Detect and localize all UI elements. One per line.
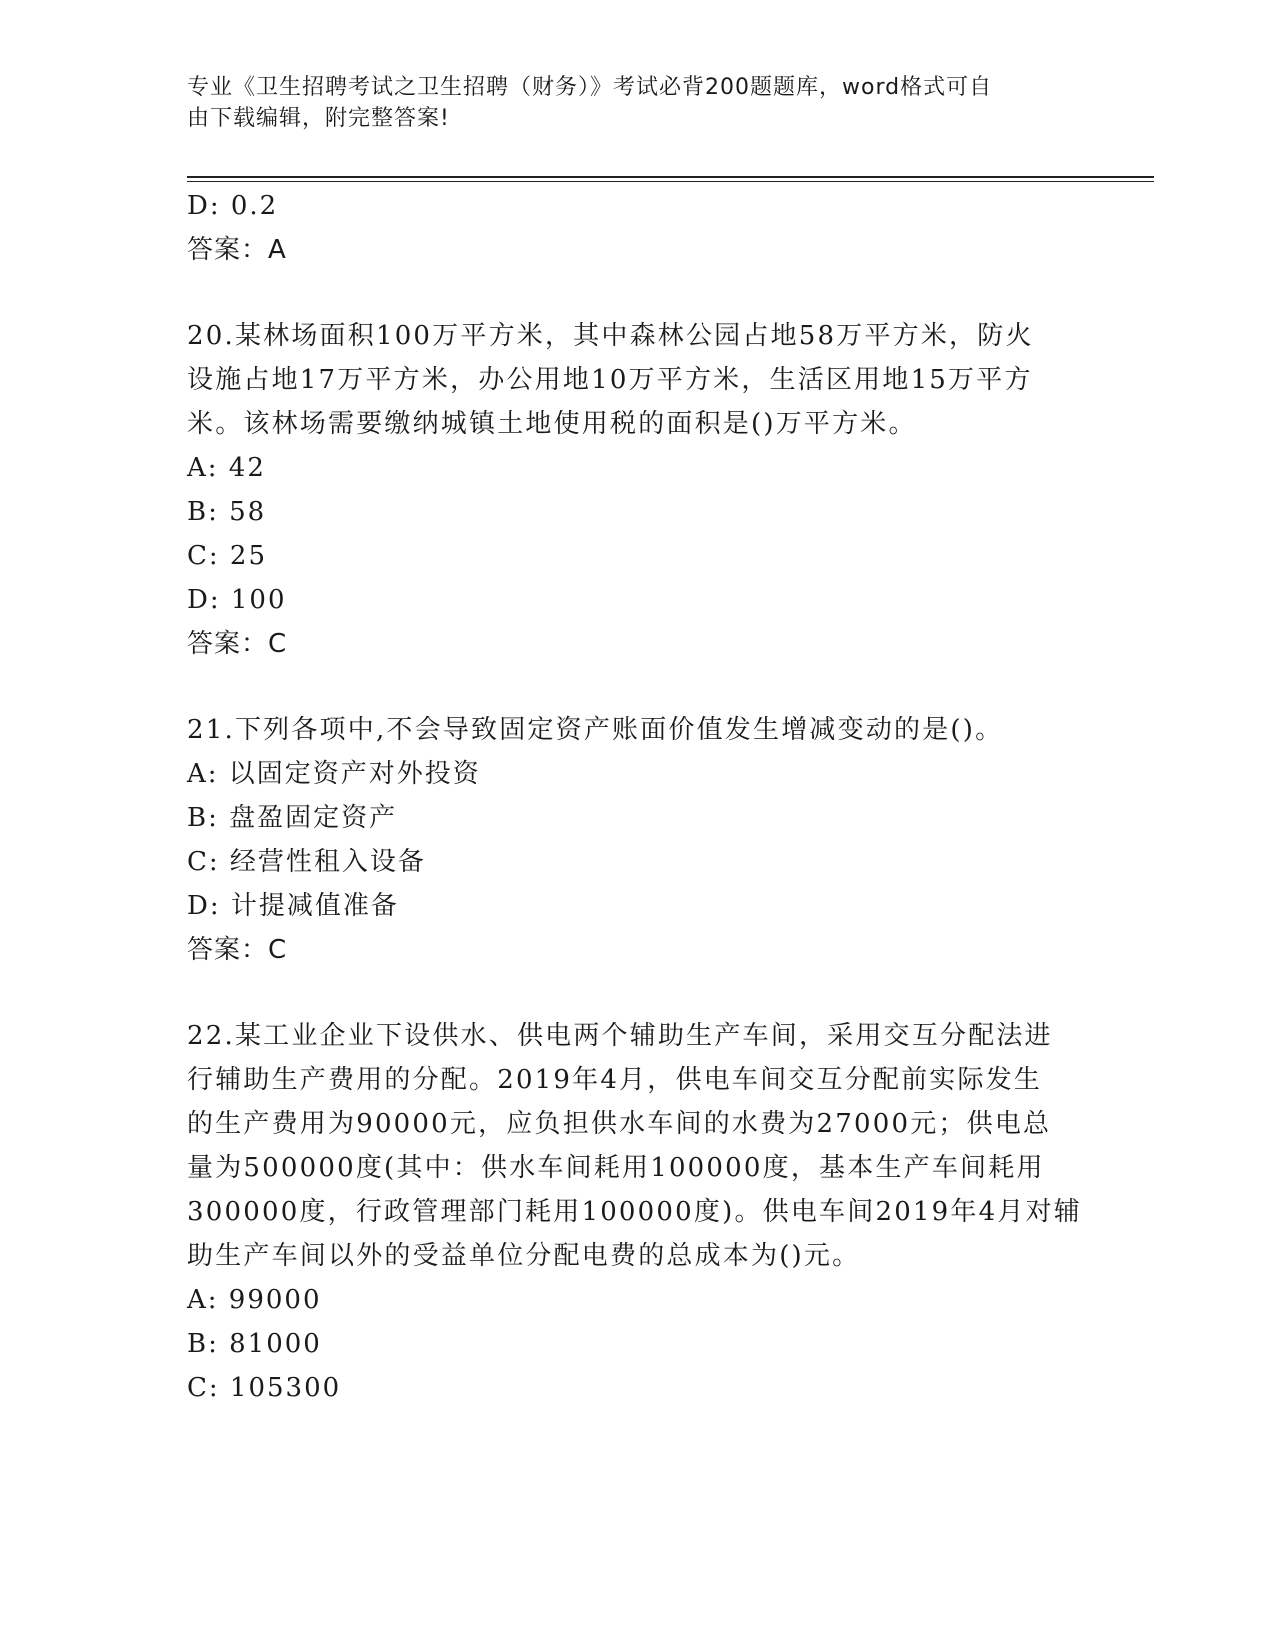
header-line-2: 由下载编辑，附完整答案! xyxy=(187,106,450,131)
q22-stem-line-5: 300000度，行政管理部门耗用100000度)。供电车间2019年4月对辅 xyxy=(187,1197,1082,1227)
header-line-1: 专业《卫生招聘考试之卫生招聘（财务）》考试必背200题题库，word格式可自 xyxy=(187,75,993,100)
header-rule-thin xyxy=(187,181,1154,182)
q22-stem-line-4: 量为500000度(其中：供水车间耗用100000度，基本生产车间耗用 xyxy=(187,1153,1045,1183)
q22-stem-line-1: 22.某工业企业下设供水、供电两个辅助生产车间，采用交互分配法进 xyxy=(187,1021,1053,1051)
q20-option-a: A: 42 xyxy=(187,453,266,483)
q22-stem-line-3: 的生产费用为90000元，应负担供水车间的水费为27000元；供电总 xyxy=(187,1109,1052,1139)
q22-stem-line-2: 行辅助生产费用的分配。2019年4月，供电车间交互分配前实际发生 xyxy=(187,1065,1043,1095)
q21-option-a: A: 以固定资产对外投资 xyxy=(187,759,481,789)
q21-option-d: D: 计提减值准备 xyxy=(187,891,399,921)
q20-option-c: C: 25 xyxy=(187,541,268,571)
q21-option-b: B: 盘盈固定资产 xyxy=(187,803,398,833)
header-rule-thick xyxy=(187,176,1154,178)
document-header xyxy=(187,72,1067,134)
q21-option-c: C: 经营性租入设备 xyxy=(187,847,426,877)
q20-option-b: B: 58 xyxy=(187,497,267,527)
prev-option-d: D: 0.2 xyxy=(187,191,279,221)
q21-answer: 答案：C xyxy=(187,935,288,965)
q22-stem-line-6: 助生产车间以外的受益单位分配电费的总成本为()元。 xyxy=(187,1241,861,1271)
q20-option-d: D: 100 xyxy=(187,585,287,615)
q21-stem-line-1: 21.下列各项中,不会导致固定资产账面价值发生增减变动的是()。 xyxy=(187,715,1004,745)
q22-option-b: B: 81000 xyxy=(187,1329,322,1359)
q20-stem-line-3: 米。该林场需要缴纳城镇土地使用税的面积是()万平方米。 xyxy=(187,409,917,439)
q20-stem-line-2: 设施占地17万平方米，办公用地10万平方米，生活区用地15万平方 xyxy=(187,365,1033,395)
q22-option-c: C: 105300 xyxy=(187,1373,342,1403)
prev-answer: 答案：A xyxy=(187,235,287,265)
q22-option-a: A: 99000 xyxy=(187,1285,322,1315)
q20-answer: 答案：C xyxy=(187,629,288,659)
q20-stem-line-1: 20.某林场面积100万平方米，其中森林公园占地58万平方米，防火 xyxy=(187,321,1034,351)
